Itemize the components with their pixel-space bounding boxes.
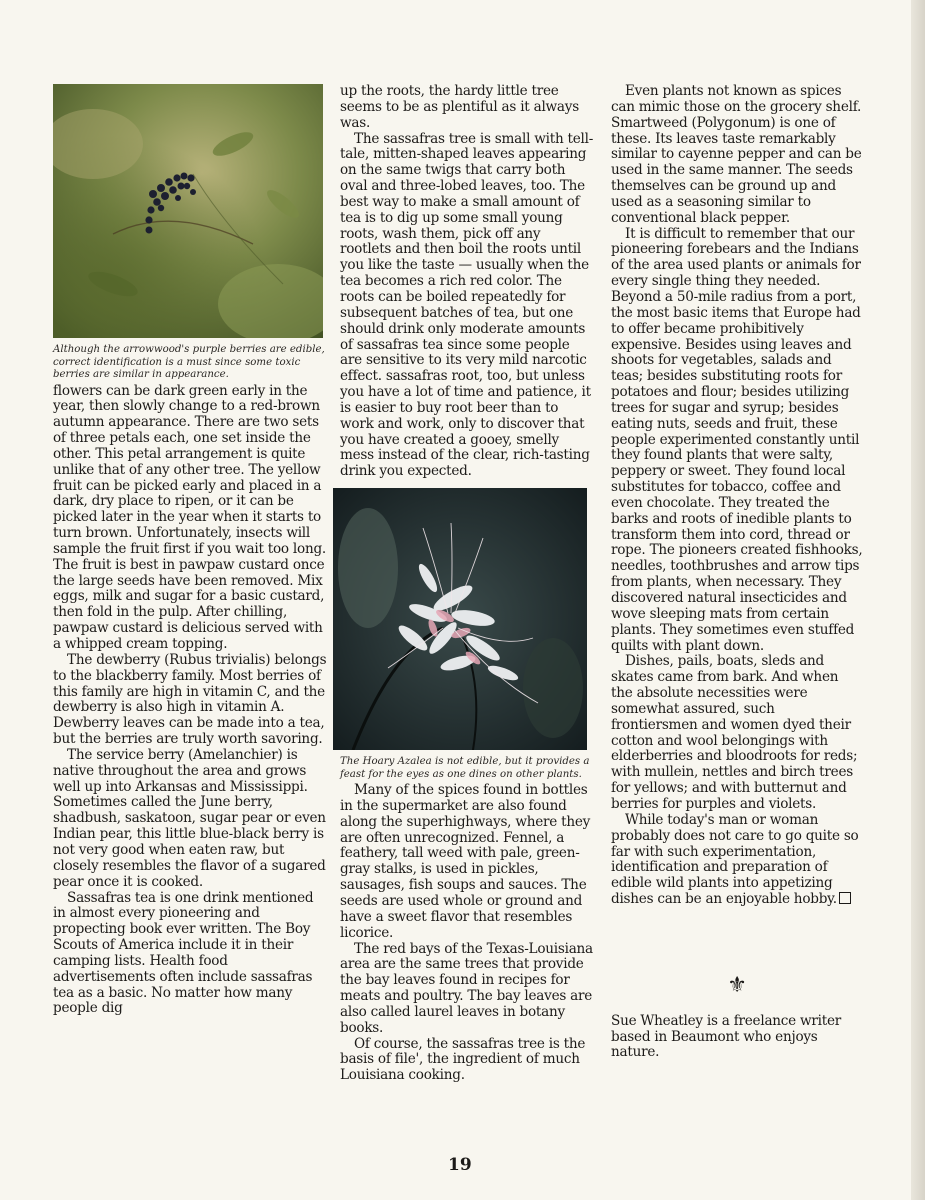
paragraph: It is difficult to remember that our pioneering forebears and the Indians of the area used plants or animals for every single thing they needed. Beyond a 50-mile radius from a port, the most basic items that Europe had to offer became prohibitively expensive. Besides using leaves and shoots for vegetables, salads and teas; besides substituting roots for potatoes and flour; besides utilizing trees for sugar and syrup; besides eating nuts, seeds and fruit, these people experimented constantly until they found plants that were salty, peppery or sweet. They found local substitutes for tobacco, coffee and even chocolate. They treated the barks and roots of inedible plants to transform them into cord, thread or rope. The pioneers created fishhooks, needles, toothbrushes and arrow tips from plants, when necessary. They discovered natural insecticides and wove sleeping mats from certain plants. They sometimes even stuffed quilts with plant down.: [611, 225, 863, 654]
closing-paragraph-text: While today's man or woman probably does not care to go quite so far with such experimentation, identification and preparation of edible wild plants into appetizing dishes can be an enjoyable hobby.: [611, 811, 859, 908]
author-bio: Sue Wheatley is a freelance writer based in Beaumont who enjoys nature.: [611, 1012, 842, 1061]
fleur-de-lis-icon: ⚜: [727, 972, 747, 998]
paragraph: flowers can be dark green early in the year, then slowly change to a red-brown autumn appearance. There are two sets of three petals each, one set inside the other. This petal arrangement is quite unlike that of any other tree. The yellow fruit can be picked early and placed in a dark, dry place to ripen, or it can be picked later in the year when it starts to turn brown. Unfortunately, insects will sample the fruit first if you wait too long. The fruit is best in pawpaw custard once the large seeds have been removed. Mix eggs, milk and sugar for a basic custard, then fold in the pulp. After chilling, pawpaw custard is delicious served with a whipped cream topping.: [53, 382, 326, 652]
column-1: [53, 84, 328, 1017]
page-number: 19: [448, 1155, 472, 1175]
column-3: [611, 84, 863, 1061]
paragraph: The red bays of the Texas-Louisiana area are the same trees that provide the bay leaves found in recipes for meats and poultry. The bay leaves are also called laurel leaves in botany books.: [340, 940, 593, 1036]
paragraph: up the roots, the hardy little tree seems to be as plentiful as it always was.: [340, 83, 579, 131]
paragraph: Sassafras tea is one drink mentioned in almost every pioneering and propecting book ever written. The Boy Scouts of America include it in their camping lists. Health food advertisements often include sassafras tea as a basic. No matter how many people dig: [53, 889, 314, 1017]
paragraph: [611, 813, 863, 908]
page-edge: [911, 0, 925, 1200]
paragraph: The service berry (Amelanchier) is native throughout the area and grows well up into Arkansas and Mississippi. Sometimes called the June berry, shadbush, saskatoon, sugar pear or even Indian pear, this little blue-black berry is not very good when eaten raw, but closely resembles the flavor of a sugared pear once it is cooked.: [53, 746, 326, 890]
azalea-caption: The Hoary Azalea is not edible, but it provides a feast for the eyes as one dines on other plants.: [340, 756, 590, 780]
paragraph: Even plants not known as spices can mimic those on the grocery shelf. Smartweed (Polygonum) is one of these. Its leaves taste remarkably similar to cayenne pepper and can be used in the same manner. The seeds themselves can be ground up and used as a seasoning similar to conventional black pepper.: [611, 83, 862, 226]
paragraph: Many of the spices found in bottles in the supermarket are also found along the superhighways, where they are often unrecognized. Fennel, a feathery, tall weed with pale, green-gray stalks, is used in pickles, sausages, fish soups and sauces. The seeds are used whole or ground and have a sweet flavor that resembles licorice.: [340, 782, 591, 941]
end-mark-icon: [839, 892, 851, 904]
paragraph: Of course, the sassafras tree is the basis of file', the ingredient of much Louisiana cooking.: [340, 1035, 586, 1084]
paragraph: The dewberry (Rubus trivialis) belongs to the blackberry family. Most berries of this family are high in vitamin C, and the dewberry is also high in vitamin A. Dewberry leaves can be made into a tea, but the berries are truly worth savoring.: [53, 651, 327, 748]
paragraph: Dishes, pails, boats, sleds and skates came from bark. And when the absolute necessities were somewhat assured, such frontiersmen and women dyed their cotton and wool belongings with elderberries and bloodroots for reds; with mullein, nettles and birch trees for yellows; and with butternut and berries for purples and violets.: [611, 653, 858, 812]
azalea-photo: [326, 488, 594, 750]
arrowwood-photo: [53, 84, 323, 338]
column-2: [340, 84, 594, 1084]
paragraph: The sassafras tree is small with tell-tale, mitten-shaped leaves appearing on the same twigs that carry both oval and three-lobed leaves, too. The best way to make a small amount of tea is to dig up some small young roots, wash them, pick off any rootlets and then boil the roots until you like the taste — usually when the tea becomes a rich red color. The roots can be boiled repeatedly for subsequent batches of tea, but one should drink only moderate amounts of sassafras tea since some people are sensitive to its very mild narcotic effect. sassafras root, too, but unless you have a lot of time and patience, it is easier to buy root beer than to work and work, only to discover that you have created a gooey, smelly mess instead of the clear, rich-tasting drink you expected.: [340, 130, 594, 480]
arrowwood-caption: Although the arrowwood's purple berries are edible, correct identification is a must since some toxic berries are similar in appearance.: [53, 344, 325, 380]
